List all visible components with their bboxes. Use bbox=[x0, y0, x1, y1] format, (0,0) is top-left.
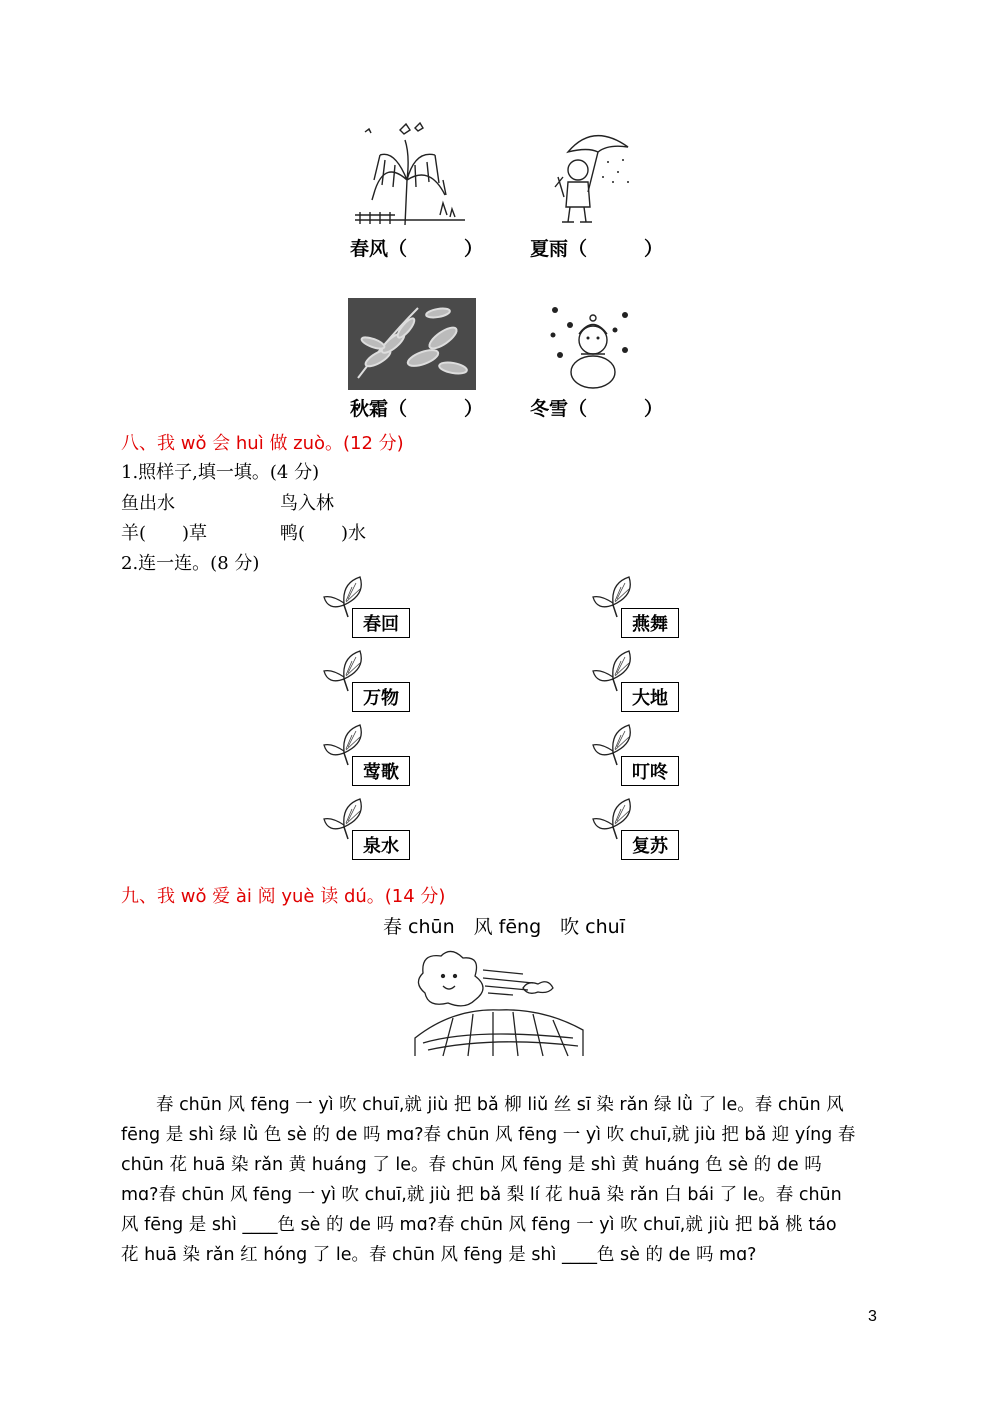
reading-line-5: 风 fēng 是 shì ____色 sè 的 de 吗 mɑ?春 chūn 风 fēng 一 yì 吹 chuī,就 jiù 把 bǎ 桃 táo bbox=[121, 1215, 837, 1235]
example-right: 鸟入林 bbox=[280, 493, 334, 514]
season-label-spring-wind: 春风（ ） bbox=[350, 238, 484, 260]
match-right-1[interactable]: 燕舞 bbox=[621, 608, 679, 638]
match-left-2[interactable]: 万物 bbox=[352, 682, 410, 712]
snowman-illustration bbox=[545, 300, 635, 392]
reading-line-4: mɑ?春 chūn 风 fēng 一 yì 吹 chuī,就 jiù 把 bǎ 梨 lí 花 huā 染 rǎn 白 bái 了 le。春 chūn bbox=[121, 1185, 842, 1205]
question-1-title: 1.照样子,填一填。(4 分) bbox=[121, 462, 320, 483]
page-number: 3 bbox=[868, 1308, 877, 1325]
match-right-2[interactable]: 大地 bbox=[621, 682, 679, 712]
reading-line-6: 花 huā 染 rǎn 红 hóng 了 le。春 chūn 风 fēng 是 shì ____色 sè 的 de 吗 mɑ? bbox=[121, 1245, 757, 1265]
reading-line-2: fēng 是 shì 绿 lǜ 色 sè 的 de 吗 mɑ?春 chūn 风 fēng 一 yì 吹 chuī,就 jiù 把 bǎ 迎 yíng 春 bbox=[121, 1125, 856, 1145]
match-left-4[interactable]: 泉水 bbox=[352, 830, 410, 860]
wind-cloud-illustration bbox=[413, 948, 585, 1060]
reading-line-3: chūn 花 huā 染 rǎn 黄 huáng 了 le。春 chūn 风 fēng 是 shì 黄 huáng 色 sè 的 de 吗 bbox=[121, 1155, 822, 1175]
match-left-1[interactable]: 春回 bbox=[352, 608, 410, 638]
section-8-heading: 八、我 wǒ 会 huì 做 zuò。(12 分) bbox=[121, 433, 404, 454]
season-label-winter-snow: 冬雪（ ） bbox=[530, 398, 664, 420]
section-9-heading: 九、我 wǒ 爱 ài 阅 yuè 读 dú。(14 分) bbox=[121, 886, 446, 907]
fill-right: 鸭( )水 bbox=[280, 523, 367, 544]
match-left-3[interactable]: 莺歌 bbox=[352, 756, 410, 786]
match-right-3[interactable]: 叮咚 bbox=[621, 756, 679, 786]
reading-line-1: 春 chūn 风 fēng 一 yì 吹 chuī,就 jiù 把 bǎ 柳 liǔ 丝 sī 染 rǎn 绿 lǜ 了 le。春 chūn 风 bbox=[121, 1095, 844, 1115]
question-2-title: 2.连一连。(8 分) bbox=[121, 553, 260, 574]
match-right-4[interactable]: 复苏 bbox=[621, 830, 679, 860]
frost-leaves-photo bbox=[348, 298, 476, 390]
example-left: 鱼出水 bbox=[121, 493, 175, 514]
season-label-autumn-frost: 秋霜（ ） bbox=[350, 398, 484, 420]
willow-tree-illustration bbox=[355, 120, 465, 230]
reading-title: 春 chūn 风 fēng 吹 chuī bbox=[383, 916, 625, 938]
fill-left: 羊( )草 bbox=[121, 523, 208, 544]
season-label-summer-rain: 夏雨（ ） bbox=[530, 238, 664, 260]
girl-umbrella-illustration bbox=[548, 122, 638, 232]
